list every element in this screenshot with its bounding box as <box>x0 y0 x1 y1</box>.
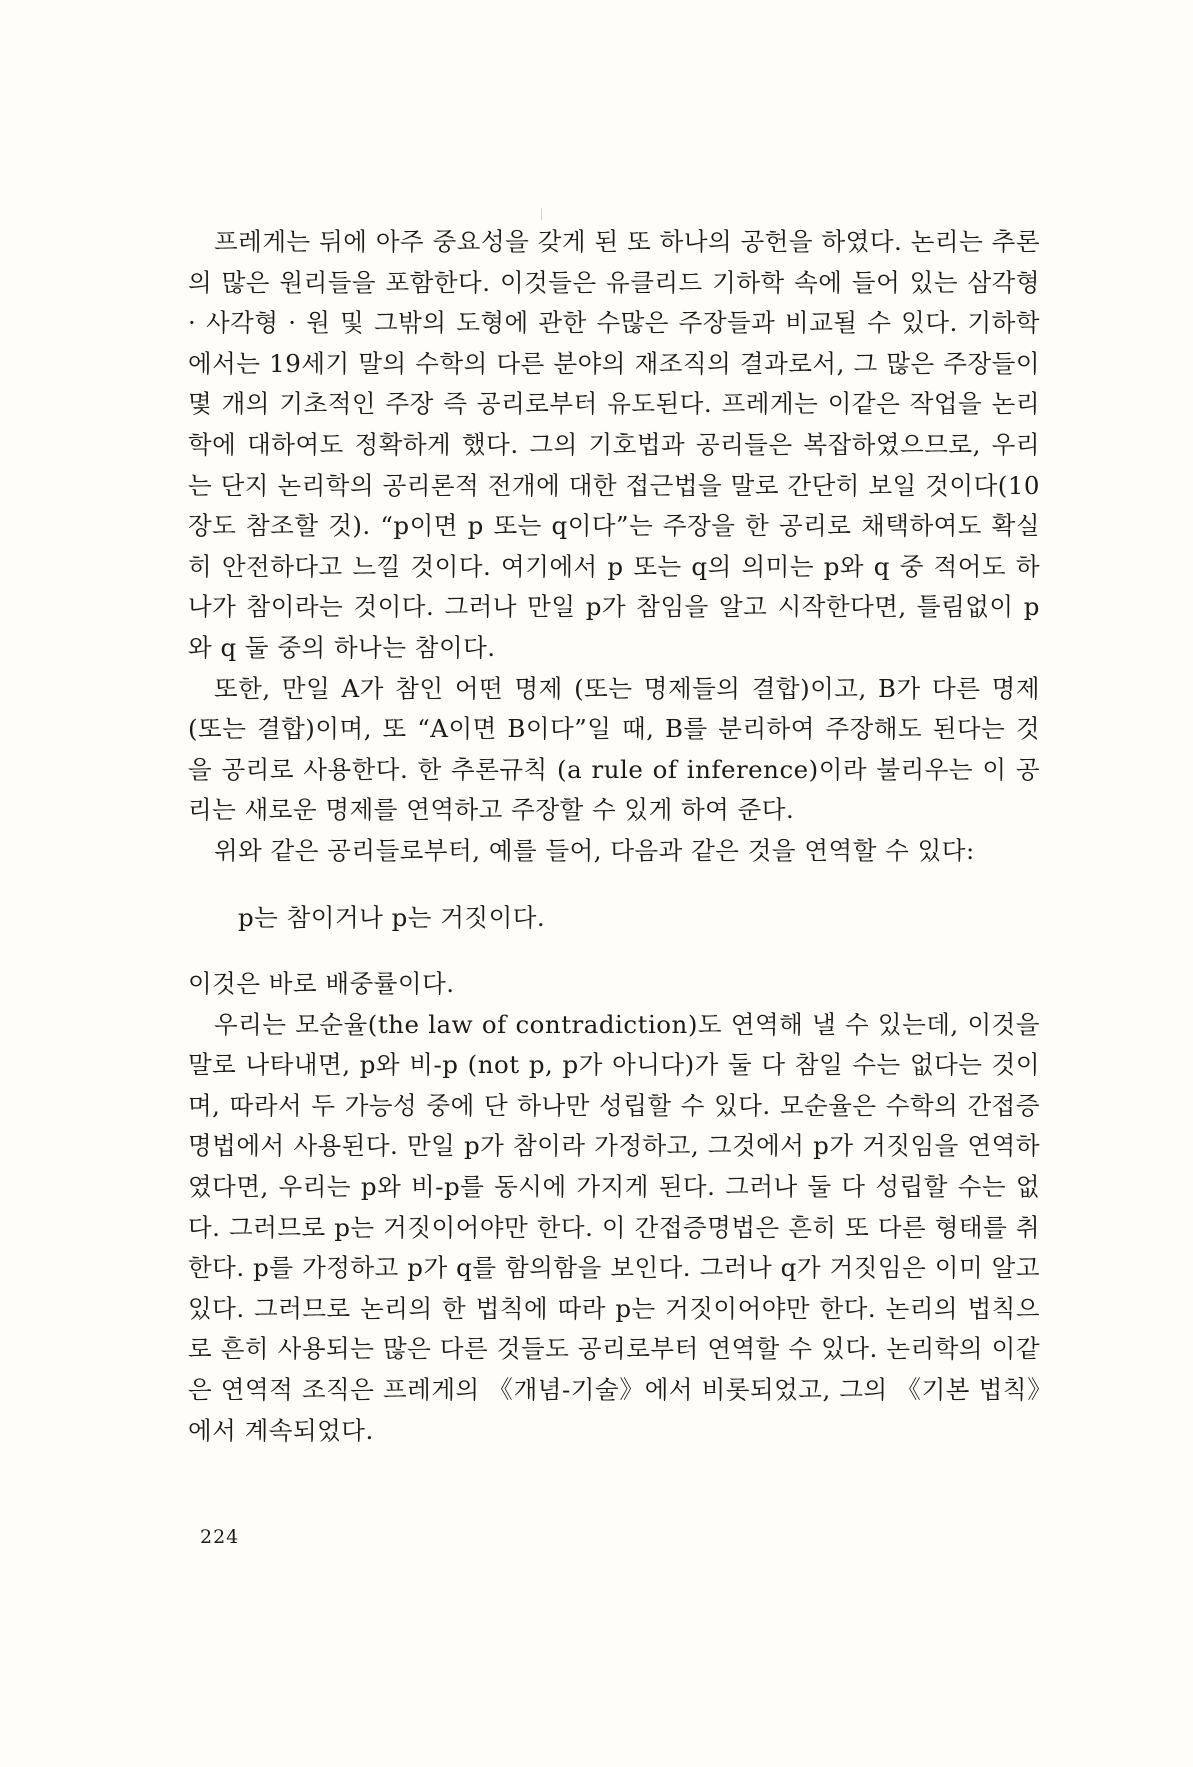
paragraph-inference-rule: 또한, 만일 A가 참인 어떤 명제 (또는 명제들의 결합)이고, B가 다른 명제(또는 결합)이며, 또 “A이면 B이다”일 때, B를 분리하여 주장해도 된다는 것을 공리로 사용한다. 한 추론규칙 (a rule of inference)이라 불리우는 이 공리는 새로운 명제를 연역하고 주장할 수 있게 하여 준다. <box>188 673 1040 825</box>
paragraph-deduction-intro: 위와 같은 공리들로부터, 예를 들어, 다음과 같은 것을 연역할 수 있다: <box>214 835 975 865</box>
page-number: 224 <box>200 1526 240 1548</box>
body-text <box>188 222 1040 1451</box>
paragraph-frege-contribution: 프레게는 뒤에 아주 중요성을 갖게 된 또 하나의 공헌을 하였다. 논리는 추론의 많은 원리들을 포함한다. 이것들은 유클리드 기하학 속에 들어 있는 삼각형 · 사각형 · 원 및 그밖의 도형에 관한 수많은 주장들과 비교될 수 있다. 기하학에서는 19세기 말의 수학의 다른 분야의 재조직의 결과로서, 그 많은 주장들이 몇 개의 기초적인 주장 즉 공리로부터 유도된다. 프레게는 이같은 작업을 논리학에 대하여도 정확하게 했다. 그의 기호법과 공리들은 복잡하였으므로, 우리는 단지 논리학의 공리론적 전개에 대한 접근법을 말로 간단히 보일 것이다(10장도 참조할 것). “p이면 p 또는 q이다”는 주장을 한 공리로 채택하여도 확실히 안전하다고 느낄 것이다. 여기에서 p 또는 q의 의미는 p와 q 중 적어도 하나가 참이라는 것이다. 그러나 만일 p가 참임을 알고 시작한다면, 틀림없이 p와 q 둘 중의 하나는 참이다. <box>188 227 1040 662</box>
scan-mark <box>541 208 542 220</box>
formula-excluded-middle: p는 참이거나 p는 거짓이다. <box>238 902 546 932</box>
paragraph-contradiction: 우리는 모순율(the law of contradiction)도 연역해 낼 수 있는데, 이것을 말로 나타내면, p와 비-p (not p, p가 아니다)가 둘 다 참일 수는 없다는 것이며, 따라서 두 가능성 중에 단 하나만 성립할 수 있다. 모순율은 수학의 간접증명법에서 사용된다. 만일 p가 참이라 가정하고, 그것에서 p가 거짓임을 연역하였다면, 우리는 p와 비-p를 동시에 가지게 된다. 그러나 둘 다 성립할 수는 없다. 그러므로 p는 거짓이어야만 한다. 이 간접증명법은 흔히 또 다른 형태를 취한다. p를 가정하고 p가 q를 함의함을 보인다. 그러나 q가 거짓임은 이미 알고 있다. 그러므로 논리의 한 법칙에 따라 p는 거짓이어야만 한다. 논리의 법칙으로 흔히 사용되는 많은 다른 것들도 공리로부터 연역할 수 있다. 논리학의 이같은 연역적 조직은 프레게의 《개념-기술》에서 비롯되었고, 그의 《기본 법칙》에서 계속되었다. <box>188 1009 1040 1445</box>
paragraph-excluded-middle: 이것은 바로 배중률이다. <box>188 969 455 999</box>
